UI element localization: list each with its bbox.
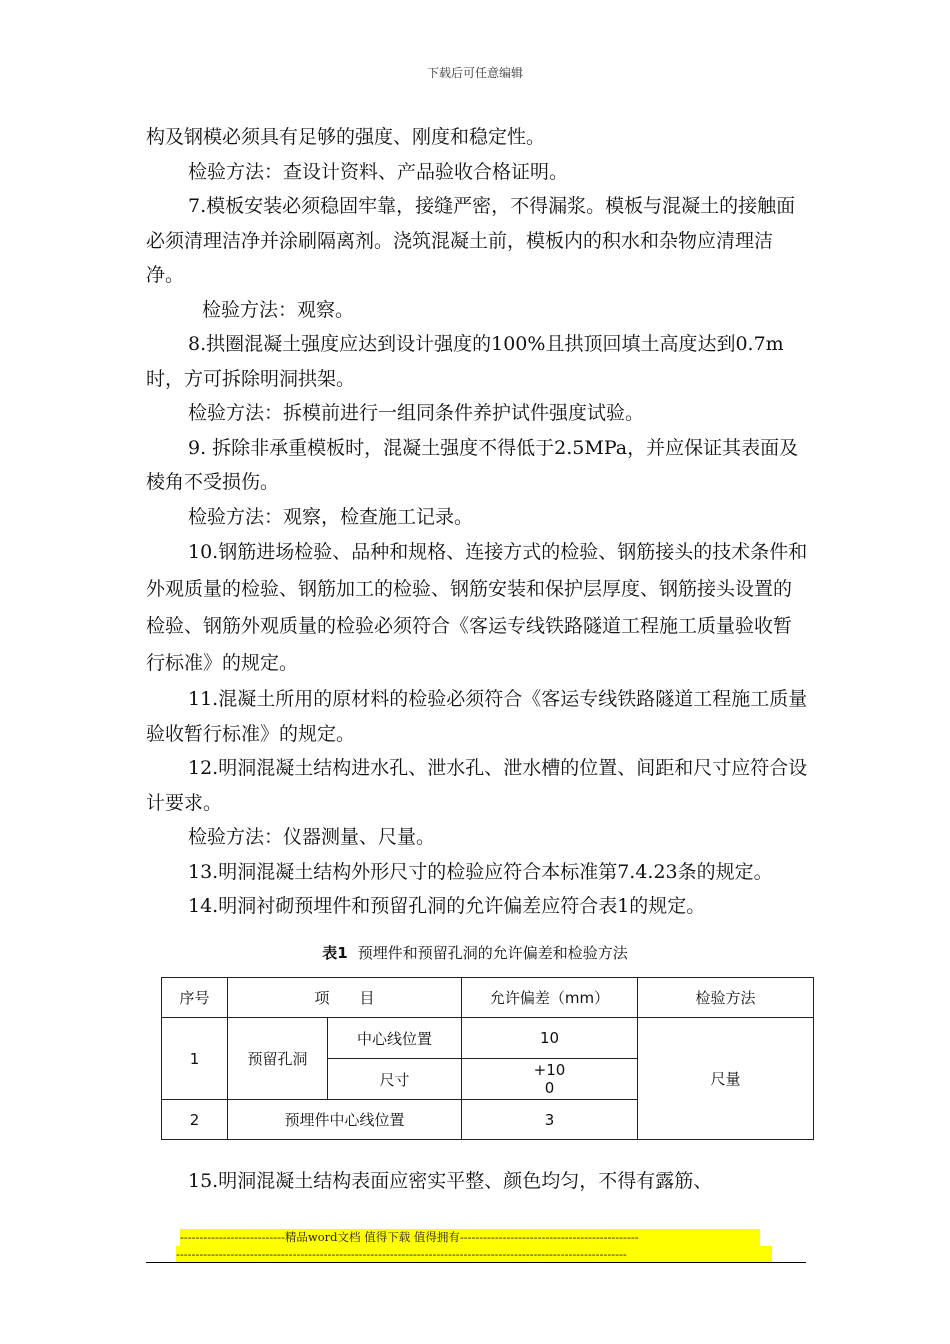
paragraph: 检验方法：查设计资料、产品验收合格证明。 bbox=[188, 160, 569, 183]
cell-seq: 2 bbox=[162, 1100, 228, 1140]
cell-group: 预留孔洞 bbox=[228, 1018, 328, 1100]
cell-tolerance bbox=[462, 1059, 638, 1100]
page-header: 下载后可任意编辑 bbox=[426, 66, 523, 80]
table-header-row bbox=[162, 978, 814, 1018]
table-row bbox=[162, 1018, 814, 1059]
paragraph: 检验方法：拆模前进行一组同条件养护试件强度试验。 bbox=[188, 402, 645, 424]
tolerance-upper: +10 bbox=[533, 1061, 566, 1079]
cell-tolerance: 3 bbox=[462, 1100, 638, 1140]
paragraph: 14.明洞衬砌预埋件和预留孔洞的允许偏差应符合表1的规定。 bbox=[188, 895, 706, 917]
paragraph: 检验方法：观察，检查施工记录。 bbox=[188, 505, 474, 528]
paragraph: 13.明洞混凝土结构外形尺寸的检验应符合本标准第7.4.23条的规定。 bbox=[188, 860, 773, 883]
paragraph: 9. 拆除非承重模板时，混凝土强度不得低于2.5MPa，并应保证其表面及棱角不受损伤。 bbox=[146, 436, 799, 493]
paragraph: 7.模板安装必须稳固牢靠，接缝严密，不得漏浆。模板与混凝土的接触面必须清理洁净并涂刷隔离剂。浇筑混凝土前，模板内的积水和杂物应清理洁净。 bbox=[146, 195, 796, 286]
header-seq: 序号 bbox=[162, 978, 228, 1018]
cell-item: 预埋件中心线位置 bbox=[228, 1100, 462, 1140]
tolerance-lower: 0 bbox=[544, 1079, 555, 1097]
paragraph: 检验方法：仪器测量、尺量。 bbox=[188, 826, 436, 848]
footer-line: -------------------------------------------------------------------------------------------------------------------- bbox=[176, 1246, 772, 1263]
paragraph: 构及钢模必须具有足够的强度、刚度和稳定性。 bbox=[146, 126, 546, 148]
footer-line: ---------------------------精品word文档 值得下载 值得拥有---------------------------------------------- bbox=[180, 1229, 760, 1246]
paragraph: 11.混凝土所用的原材料的检验必须符合《客运专线铁路隧道工程施工质量验收暂行标准》的规定。 bbox=[146, 688, 808, 745]
cell-item: 尺寸 bbox=[328, 1059, 462, 1100]
header-method: 检验方法 bbox=[638, 978, 814, 1018]
paragraph: 12.明洞混凝土结构进水孔、泄水孔、泄水槽的位置、间距和尺寸应符合设计要求。 bbox=[146, 757, 808, 814]
cell-item: 中心线位置 bbox=[328, 1018, 462, 1059]
body-text bbox=[146, 120, 810, 924]
paragraph: 10.钢筋进场检验、品种和规格、连接方式的检验、钢筋接头的技术条件和外观质量的检验、钢筋加工的检验、钢筋安装和保护层厚度、钢筋接头设置的检验、钢筋外观质量的检验必须符合《客运专线铁路隧道工程施工质量验收暂行标准》的规定。 bbox=[146, 541, 808, 674]
paragraph: 15.明洞混凝土结构表面应密实平整、颜色均匀，不得有露筋、 bbox=[188, 1170, 713, 1192]
paragraph: 检验方法：观察。 bbox=[202, 298, 355, 321]
page-footer bbox=[176, 1229, 772, 1263]
cell-seq: 1 bbox=[162, 1018, 228, 1100]
table-title: 预埋件和预留孔洞的允许偏差和检验方法 bbox=[357, 944, 628, 962]
table-caption bbox=[0, 942, 950, 963]
cell-method: 尺量 bbox=[638, 1018, 814, 1140]
cell-tolerance: 10 bbox=[462, 1018, 638, 1059]
header-item: 项 目 bbox=[228, 978, 462, 1018]
paragraph: 8.拱圈混凝土强度应达到设计强度的100%且拱顶回填土高度达到0.7m时，方可拆除明洞拱架。 bbox=[146, 333, 784, 390]
table-number: 表1 bbox=[322, 944, 348, 962]
footer-divider bbox=[146, 1262, 806, 1263]
header-tolerance: 允许偏差（mm） bbox=[462, 978, 638, 1018]
tolerance-table bbox=[161, 977, 814, 1140]
